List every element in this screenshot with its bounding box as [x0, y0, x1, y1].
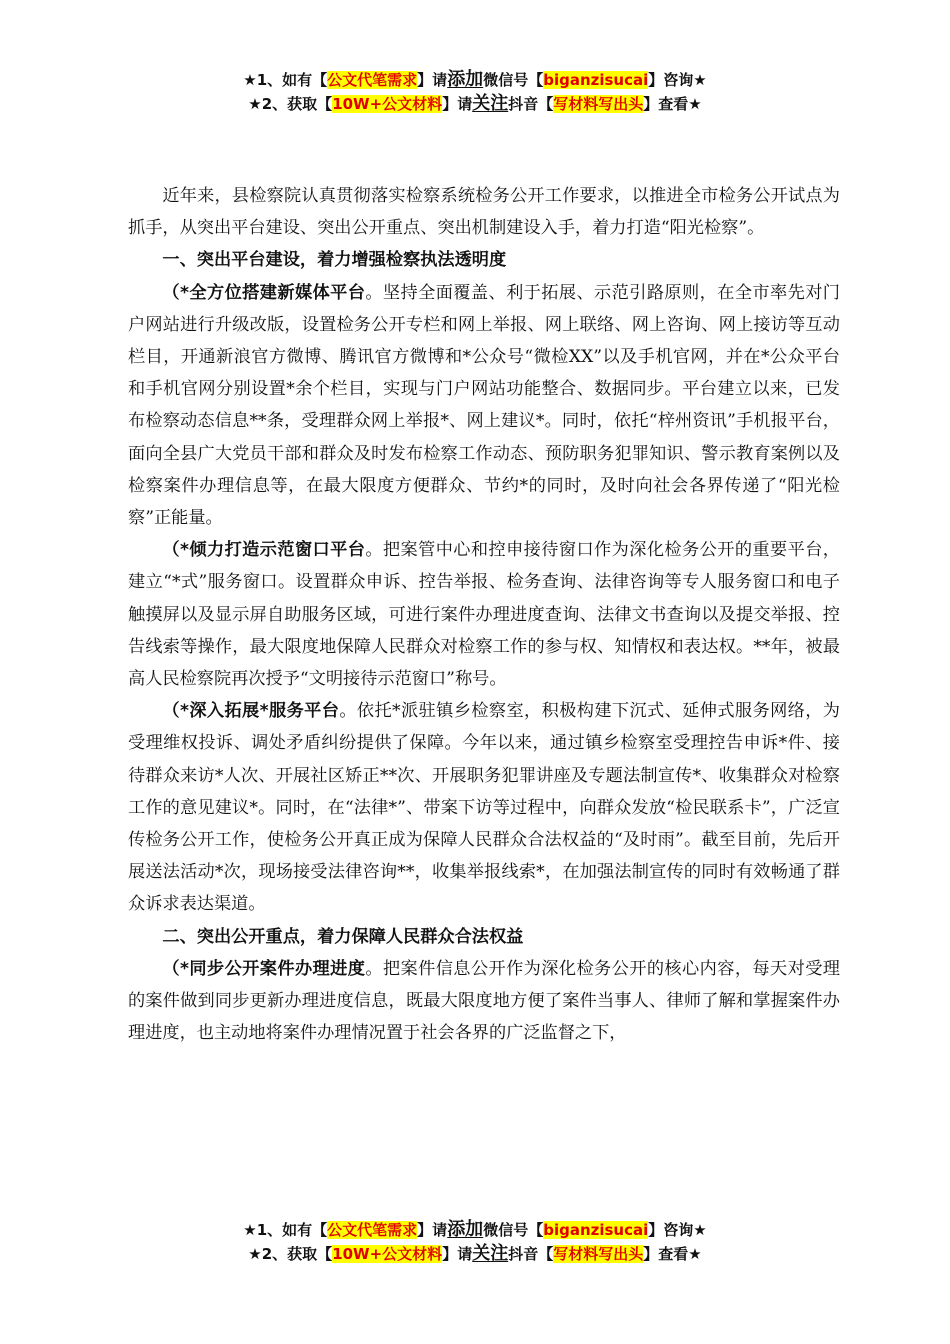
paragraph-lead: （*深入拓展*服务平台 [162, 701, 340, 722]
paragraph-text: 。把案件信息公开作为深化检务公开的核心内容，每天对受理的案件做到同步更新办理进度信息，既最大限度地方便了案件当事人、律师了解和掌握案件办理进度，也主动地将案件办理情况置于社会各界的广泛监督之下， [128, 958, 840, 1044]
paragraph-new-media-platform [128, 277, 840, 535]
promo-text: 微信号【 [483, 1221, 544, 1239]
promo-text: 】请 [442, 95, 473, 113]
promo-text: ★1、如有【 [243, 71, 328, 89]
promo-text: 】查看★ [643, 95, 702, 113]
promo-text: 】咨询★ [648, 71, 707, 89]
promo-text: ★1、如有【 [243, 1221, 328, 1239]
promo-line-1 [0, 1218, 950, 1242]
promo-wechat-id: biganzisucai [543, 71, 649, 89]
promo-highlight: 10W+公文材料 [332, 95, 443, 113]
promo-text: ★2、获取【 [248, 1245, 333, 1263]
promo-highlight: 公文代笔需求 [327, 1221, 418, 1239]
promo-text: 抖音【 [508, 1245, 554, 1263]
promo-emphasis: 关注 [472, 93, 509, 114]
promo-line-2 [0, 92, 950, 116]
promo-banner-top [0, 68, 950, 116]
paragraph-text: 。把案管中心和控申接待窗口作为深化检务公开的重要平台，建立“*式”服务窗口。设置群众申诉、控告举报、检务查询、法律咨询等专人服务窗口和电子触摸屏以及显示屏自助服务区域，可进行案件办理进度查询、法律文书查询以及提交举报、控告线索等操作，最大限度地保障人民群众对检察工作的参与权、知情权和表达权。**年，被最高人民检察院再次授予“文明接待示范窗口”称号。 [128, 540, 840, 690]
document-body [128, 180, 840, 1049]
paragraph-case-progress [128, 953, 840, 1050]
promo-douyin-id: 写材料写出头 [553, 95, 644, 113]
promo-highlight: 公文代笔需求 [327, 71, 418, 89]
promo-wechat-id: biganzisucai [543, 1221, 649, 1239]
promo-text: 】请 [417, 1221, 448, 1239]
paragraph-text: 。依托*派驻镇乡检察室，积极构建下沉式、延伸式服务网络，为受理维权投诉、调处矛盾纠纷提供了保障。今年以来，通过镇乡检察室受理控告申诉*件、接待群众来访*人次、开展社区矫正**次、开展职务犯罪讲座及专题法制宣传*、收集群众对检察工作的意见建议*。同时，在“法律*”、带案下访等过程中，向群众发放“检民联系卡”，广泛宣传检务公开工作，使检务公开真正成为保障人民群众合法权益的“及时雨”。截至目前，先后开展送法活动*次，现场接受法律咨询**，收集举报线索*，在加强法制宣传的同时有效畅通了群众诉求表达渠道。 [128, 701, 840, 915]
promo-text: 】查看★ [643, 1245, 702, 1263]
promo-text: 】咨询★ [648, 1221, 707, 1239]
promo-highlight: 10W+公文材料 [332, 1245, 443, 1263]
promo-douyin-id: 写材料写出头 [553, 1245, 644, 1263]
promo-line-1 [0, 68, 950, 92]
promo-emphasis: 添加 [447, 69, 484, 90]
paragraph-lead: （*倾力打造示范窗口平台 [162, 540, 366, 561]
promo-line-2 [0, 1242, 950, 1266]
promo-text: 微信号【 [483, 71, 544, 89]
promo-banner-bottom [0, 1218, 950, 1266]
paragraph-service-window [128, 534, 840, 695]
paragraph-lead: （*同步公开案件办理进度 [162, 958, 366, 979]
paragraph-lead: （*全方位搭建新媒体平台 [162, 282, 366, 303]
intro-paragraph: 近年来，县检察院认真贯彻落实检察系统检务公开工作要求，以推进全市检务公开试点为抓手，从突出平台建设、突出公开重点、突出机制建设入手，着力打造“阳光检察”。 [128, 186, 840, 239]
promo-emphasis: 添加 [447, 1219, 484, 1240]
promo-text: ★2、获取【 [248, 95, 333, 113]
section-heading-1: 一、突出平台建设，着力增强检察执法透明度 [162, 250, 507, 271]
promo-text: 】请 [417, 71, 448, 89]
promo-text: 】请 [442, 1245, 473, 1263]
promo-emphasis: 关注 [472, 1243, 509, 1264]
paragraph-text: 。坚持全面覆盖、利于拓展、示范引路原则，在全市率先对门户网站进行升级改版，设置检务公开专栏和网上举报、网上联络、网上咨询、网上接访等互动栏目，开通新浪官方微博、腾讯官方微博和*公众号“微检XX”以及手机官网，并在*公众平台和手机官网分别设置*余个栏目，实现与门户网站功能整合、数据同步。平台建立以来，已发布检察动态信息**条，受理群众网上举报*、网上建议*。同时，依托“梓州资讯”手机报平台，面向全县广大党员干部和群众及时发布检察工作动态、预防职务犯罪知识、警示教育案例以及检察案件办理信息等，在最大限度方便群众、节约*的同时，及时向社会各界传递了“阳光检察”正能量。 [128, 282, 840, 529]
promo-text: 抖音【 [508, 95, 554, 113]
section-heading-2: 二、突出公开重点，着力保障人民群众合法权益 [162, 926, 524, 947]
paragraph-service-platform [128, 695, 840, 920]
